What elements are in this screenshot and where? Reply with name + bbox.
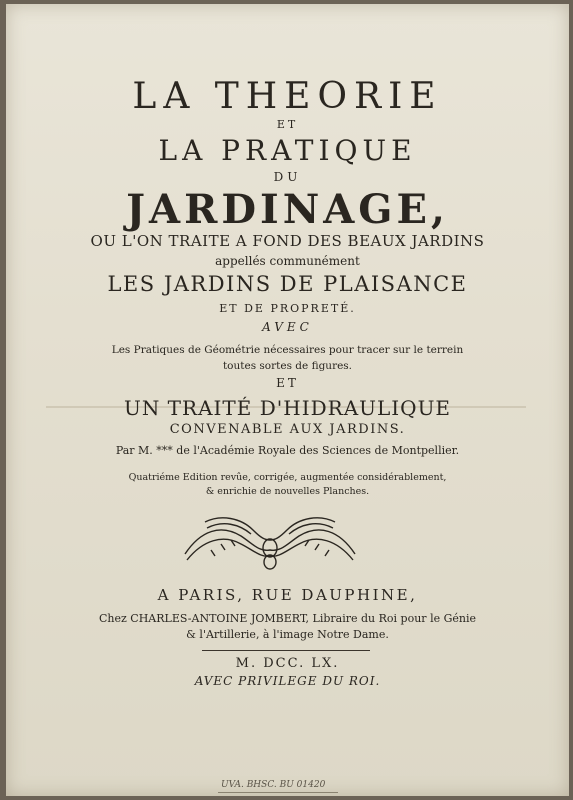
subtitle-et: ET — [276, 376, 299, 390]
subtitle-plaisance: LES JARDINS DE PLAISANCE — [107, 272, 468, 296]
imprint-city: A PARIS, RUE DAUPHINE, — [157, 586, 418, 604]
subtitle-convenable: CONVENABLE AUX JARDINS. — [169, 422, 406, 437]
subtitle-proprete: ET DE PROPRETÉ. — [219, 302, 356, 315]
imprint-publisher: Chez CHARLES-ANTOINE JOMBERT, Libraire du Roi pour le Génie — [99, 612, 476, 625]
edition-line: Quatriéme Edition revûe, corrigée, augmentée considérablement, — [128, 472, 447, 483]
title-line-theorie: LA THEORIE — [132, 76, 443, 117]
title-page — [6, 4, 569, 796]
title-line-pratique: LA PRATIQUE — [158, 134, 417, 167]
edition-planches-line: & enrichie de nouvelles Planches. — [205, 486, 370, 497]
author-line: Par M. *** de l'Académie Royale des Sciences de Montpellier. — [115, 444, 460, 457]
stamp-underline — [218, 792, 338, 793]
title-line-et: ET — [276, 118, 299, 131]
divider-rule — [202, 650, 370, 651]
ribbon-ornament — [181, 510, 359, 574]
title-line-jardinage: JARDINAGE, — [126, 186, 449, 233]
subtitle-hidraulique: UN TRAITÉ D'HIDRAULIQUE — [123, 396, 452, 420]
subtitle-beaux-jardins: OU L'ON TRAITE A FOND DES BEAUX JARDINS — [90, 232, 485, 250]
privilege-line: AVEC PRIVILEGE DU ROI. — [194, 674, 381, 688]
title-line-du: DU — [273, 170, 302, 184]
subtitle-avec: AVEC — [262, 320, 313, 334]
library-stamp: UVA. BHSC. BU 01420 — [221, 780, 326, 790]
publication-date: M. DCC. LX. — [235, 656, 340, 671]
imprint-address: & l'Artillerie, à l'image Notre Dame. — [186, 628, 389, 641]
description-geometrie: Les Pratiques de Géométrie nécessaires pour tracer sur le terrein — [111, 344, 464, 356]
description-figures: toutes sortes de figures. — [222, 360, 353, 372]
subtitle-appelles: appellés communément — [215, 254, 360, 268]
